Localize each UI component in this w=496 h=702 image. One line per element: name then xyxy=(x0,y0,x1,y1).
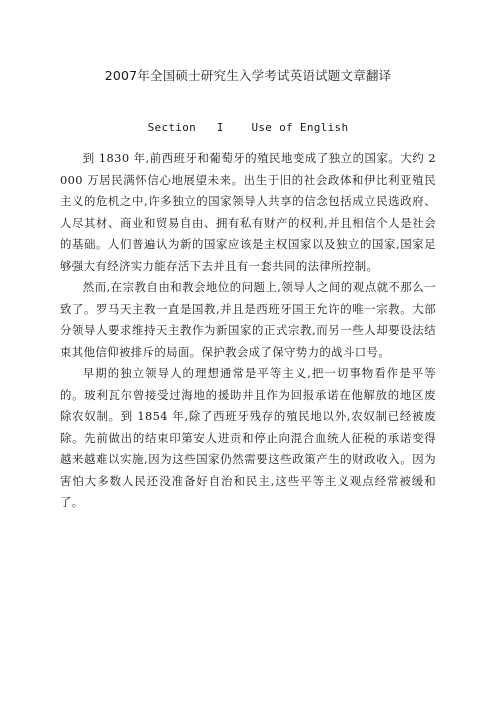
paragraph: 然而,在宗教自由和教会地位的问题上,领导人之间的观点就不那么一致了。罗马天主教一直是国教,并且是西班牙国王允许的唯一宗教。大部分领导人要求维持天主教作为新国家的正式宗教,而另一些人却要设法结束其他信仰被排斥的局面。保护教会成了保守势力的战斗口号。 xyxy=(60,280,436,359)
document-body xyxy=(60,148,436,514)
paragraph: 到 1830 年,前西班牙和葡萄牙的殖民地变成了独立的国家。大约 2000 万居民满怀信心地展望未来。出生于旧的社会政体和伊比利亚殖民主义的危机之中,许多独立的国家领导人共享的信念包括成立民选政府、人尽其材、商业和贸易自由、拥有私有财产的权利,并且相信个人是社会的基础。人们普遍认为新的国家应该是主权国家以及独立的国家,国家足够强大有经济实力能存活下去并且有一套共同的法律所控制。 xyxy=(60,151,436,273)
section-heading: Section I Use of English xyxy=(147,121,349,134)
document-title: 2007年全国硕士研究生入学考试英语试题文章翻译 xyxy=(104,68,392,83)
paragraph: 早期的独立领导人的理想通常是平等主义,把一切事物看作是平等的。玻利瓦尔曾接受过海地的援助并且作为回报承诺在他解放的地区废除农奴制。到 1854 年,除了西班牙残存的殖民地以外,农奴制已经被废除。先前做出的结束印第安人进贡和停止向混合血统人征税的承诺变得越来越难以实施,因为这些国家仍然需要这些政策产生的财政收入。因为害怕大多数人民还没准备好自治和民主,这些平等主义观点经常被缓和了。 xyxy=(60,366,436,509)
